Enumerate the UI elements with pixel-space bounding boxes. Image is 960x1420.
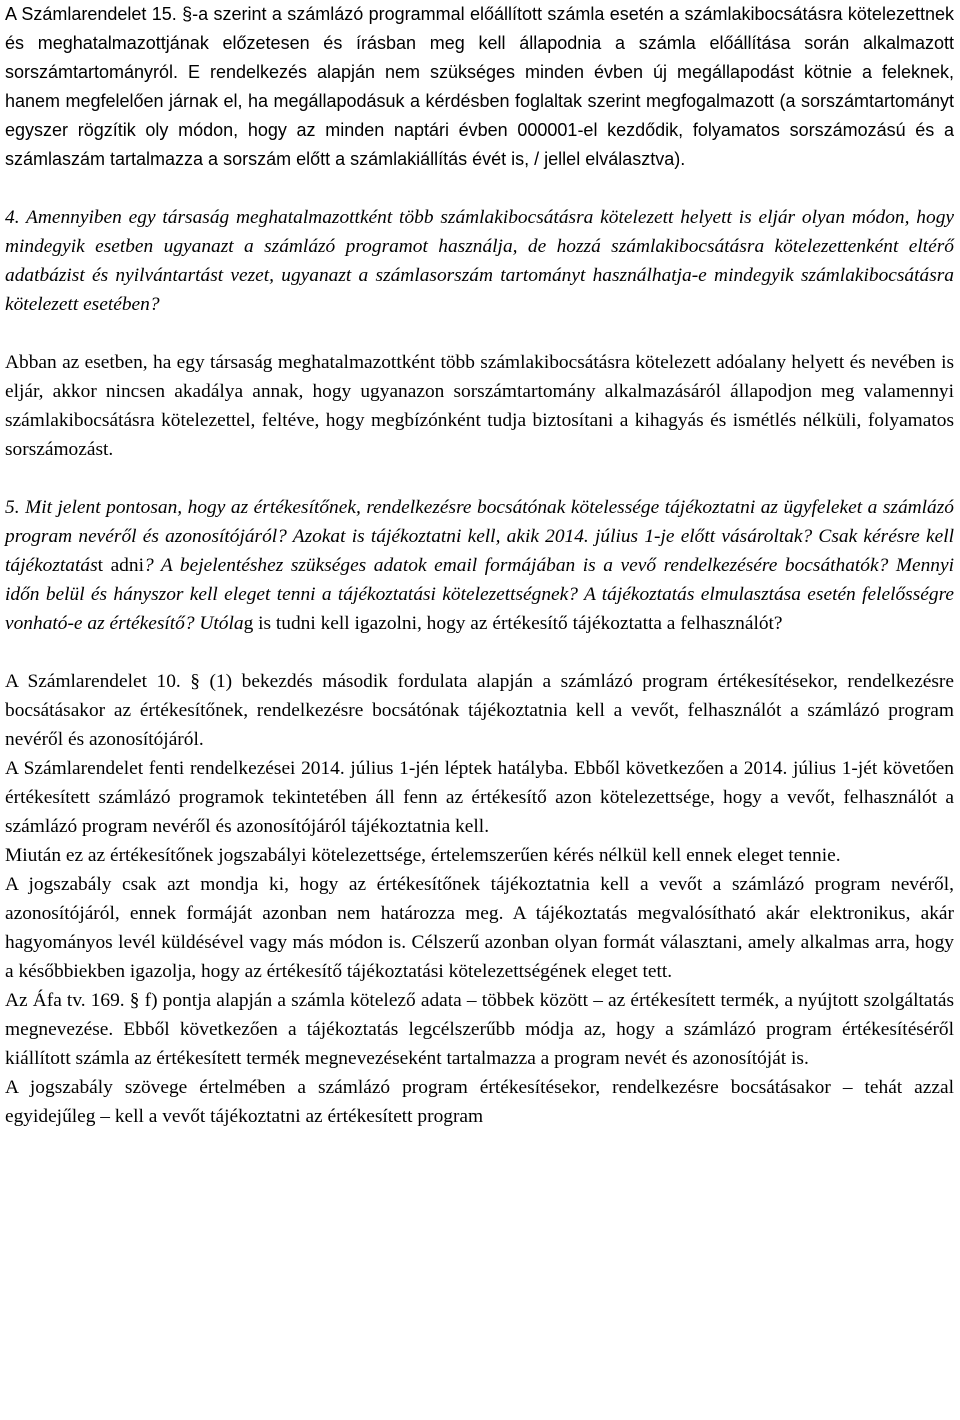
- answer-text: Miután ez az értékesítőnek jogszabályi kötelezettsége, értelemszerűen kérés nélkül kell ennek eleget tennie.: [5, 845, 841, 866]
- paragraph-gap: [5, 319, 954, 348]
- answer-text: A jogszabály szövege értelmében a számlázó program értékesítésekor, rendelkezésre bocsátásakor – tehát azzal egyidejűleg – kell a vevőt tájékoztatni az értékesített program: [5, 1077, 954, 1127]
- answer-text: Abban az esetben, ha egy társaság meghatalmazottként több számlakibocsátásra kötelezett adóalany helyett és nevében is eljár, akkor nincsen akadálya annak, hogy ugyanazon sorszámtartomány alkalmazásáról állapodjon meg valamennyi számlakibocsátásra kötelezettel, feltéve, hogy megbízónként tudja biztosítani a kihagyás és ismétlés nélküli, folyamatos sorszámozást.: [5, 352, 954, 460]
- question-text-part: ? A bejelentéshez szükséges adatok email formájában is a vevő rendelkezésére bocsáthatók? Mennyi időn belül és hányszor kell eleget tenni a tájékoztatási kötelezettségnek? A tájékoztatás elmulasztása esetén felelősségre vonható-e az értékesítő? Utóla: [5, 555, 954, 634]
- answer-5-paragraph: [5, 1073, 954, 1131]
- paragraph-gap: [5, 174, 954, 203]
- question-text-part: 5. Mit jelent pontosan, hogy az értékesítőnek, rendelkezésre bocsátónak kötelessége tájékoztatni az ügyfeleket a számlázó program nevéről és azonosítójáról? Azokat is tájékoztatni kell, akik 2014. július 1-je előtt vásároltak? Csak kérésre kell tájékoztatás: [5, 497, 954, 576]
- paragraph-gap: [5, 464, 954, 493]
- answer-text: A Számlarendelet 10. § (1) bekezdés második fordulata alapján a számlázó program értékesítésekor, rendelkezésre bocsátásakor az értékesítőnek, rendelkezésre bocsátónak tájékoztatnia kell a vevőt, felhasználót a számlázó program nevéről és azonosítójáról.: [5, 671, 954, 750]
- question-text: 4. Amennyiben egy társaság meghatalmazottként több számlakibocsátásra kötelezett helyett is eljár olyan módon, hogy mindegyik esetben ugyanazt a számlázó programot használja, de hozzá számlakibocsátásra kötelezettenként eltérő adatbázist és nyilvántartást vezet, ugyanazt a számlasorszám tartományt használhatja-e mindegyik számlakibocsátásra kötelezett esetében?: [5, 207, 954, 315]
- answer-5-paragraph: [5, 986, 954, 1073]
- paragraph-gap: [5, 638, 954, 667]
- answer-5-paragraph: [5, 754, 954, 841]
- paragraph-sorszamtartomany-megallapodas: [5, 0, 954, 174]
- answer-4: [5, 348, 954, 464]
- answer-text: A jogszabály csak azt mondja ki, hogy az értékesítőnek tájékoztatnia kell a vevőt a számlázó program nevéről, azonosítójáról, ennek formáját azonban nem határozza meg. A tájékoztatás megvalósítható akár elektronikus, akár hagyományos levél küldésével vagy más módon is. Célszerű azonban olyan formát választani, amely alkalmas arra, hogy a későbbiekben igazolja, hogy az értékesítő tájékoztatási kötelezettségének eleget tett.: [5, 874, 954, 982]
- paragraph-text: A Számlarendelet 15. §-a szerint a számlázó programmal előállított számla esetén a számlakibocsátásra kötelezettnek és meghatalmazottjának előzetesen és írásban meg kell állapodnia a számla előállítása során alkalmazott sorszámtartományról. E rendelkezés alapján nem szükséges minden évben új megállapodást kötnie a feleknek, hanem megfelelően járnak el, ha megállapodásuk a kérdésben foglaltak szerint megfogalmazott (a sorszámtartományt egyszer rögzítik oly módon, hogy az minden naptári évben 000001-el kezdődik, folyamatos sorszámozású és a számlaszám tartalmazza a sorszám előtt a számlakiállítás évét is, / jellel elválasztva).: [5, 4, 954, 169]
- answer-text: A Számlarendelet fenti rendelkezései 2014. július 1-jén léptek hatályba. Ebből következően a 2014. július 1-jét követően értékesített számlázó programok tekintetében áll fenn az értékesítő azon kötelezettsége, hogy a vevőt, felhasználót a számlázó program nevéről és azonosítójáról tájékoztatnia kell.: [5, 758, 954, 837]
- question-4: [5, 203, 954, 319]
- question-text-part: g is tudni kell igazolni, hogy az értékesítő tájékoztatta a felhasználót?: [243, 613, 783, 634]
- question-5: [5, 493, 954, 638]
- answer-5-paragraph: [5, 841, 954, 870]
- question-text-part: t adni: [97, 555, 144, 576]
- answer-text: Az Áfa tv. 169. § f) pontja alapján a számla kötelező adata – többek között – az értékesített termék, a nyújtott szolgáltatás megnevezése. Ebből következően a tájékoztatás legcélszerűbb módja az, hogy a számlázó program értékesítéséről kiállított számla az értékesített termék megnevezéseként tartalmazza a program nevét és azonosítóját is.: [5, 990, 954, 1069]
- answer-5-paragraph: [5, 870, 954, 986]
- answer-5-paragraph: [5, 667, 954, 754]
